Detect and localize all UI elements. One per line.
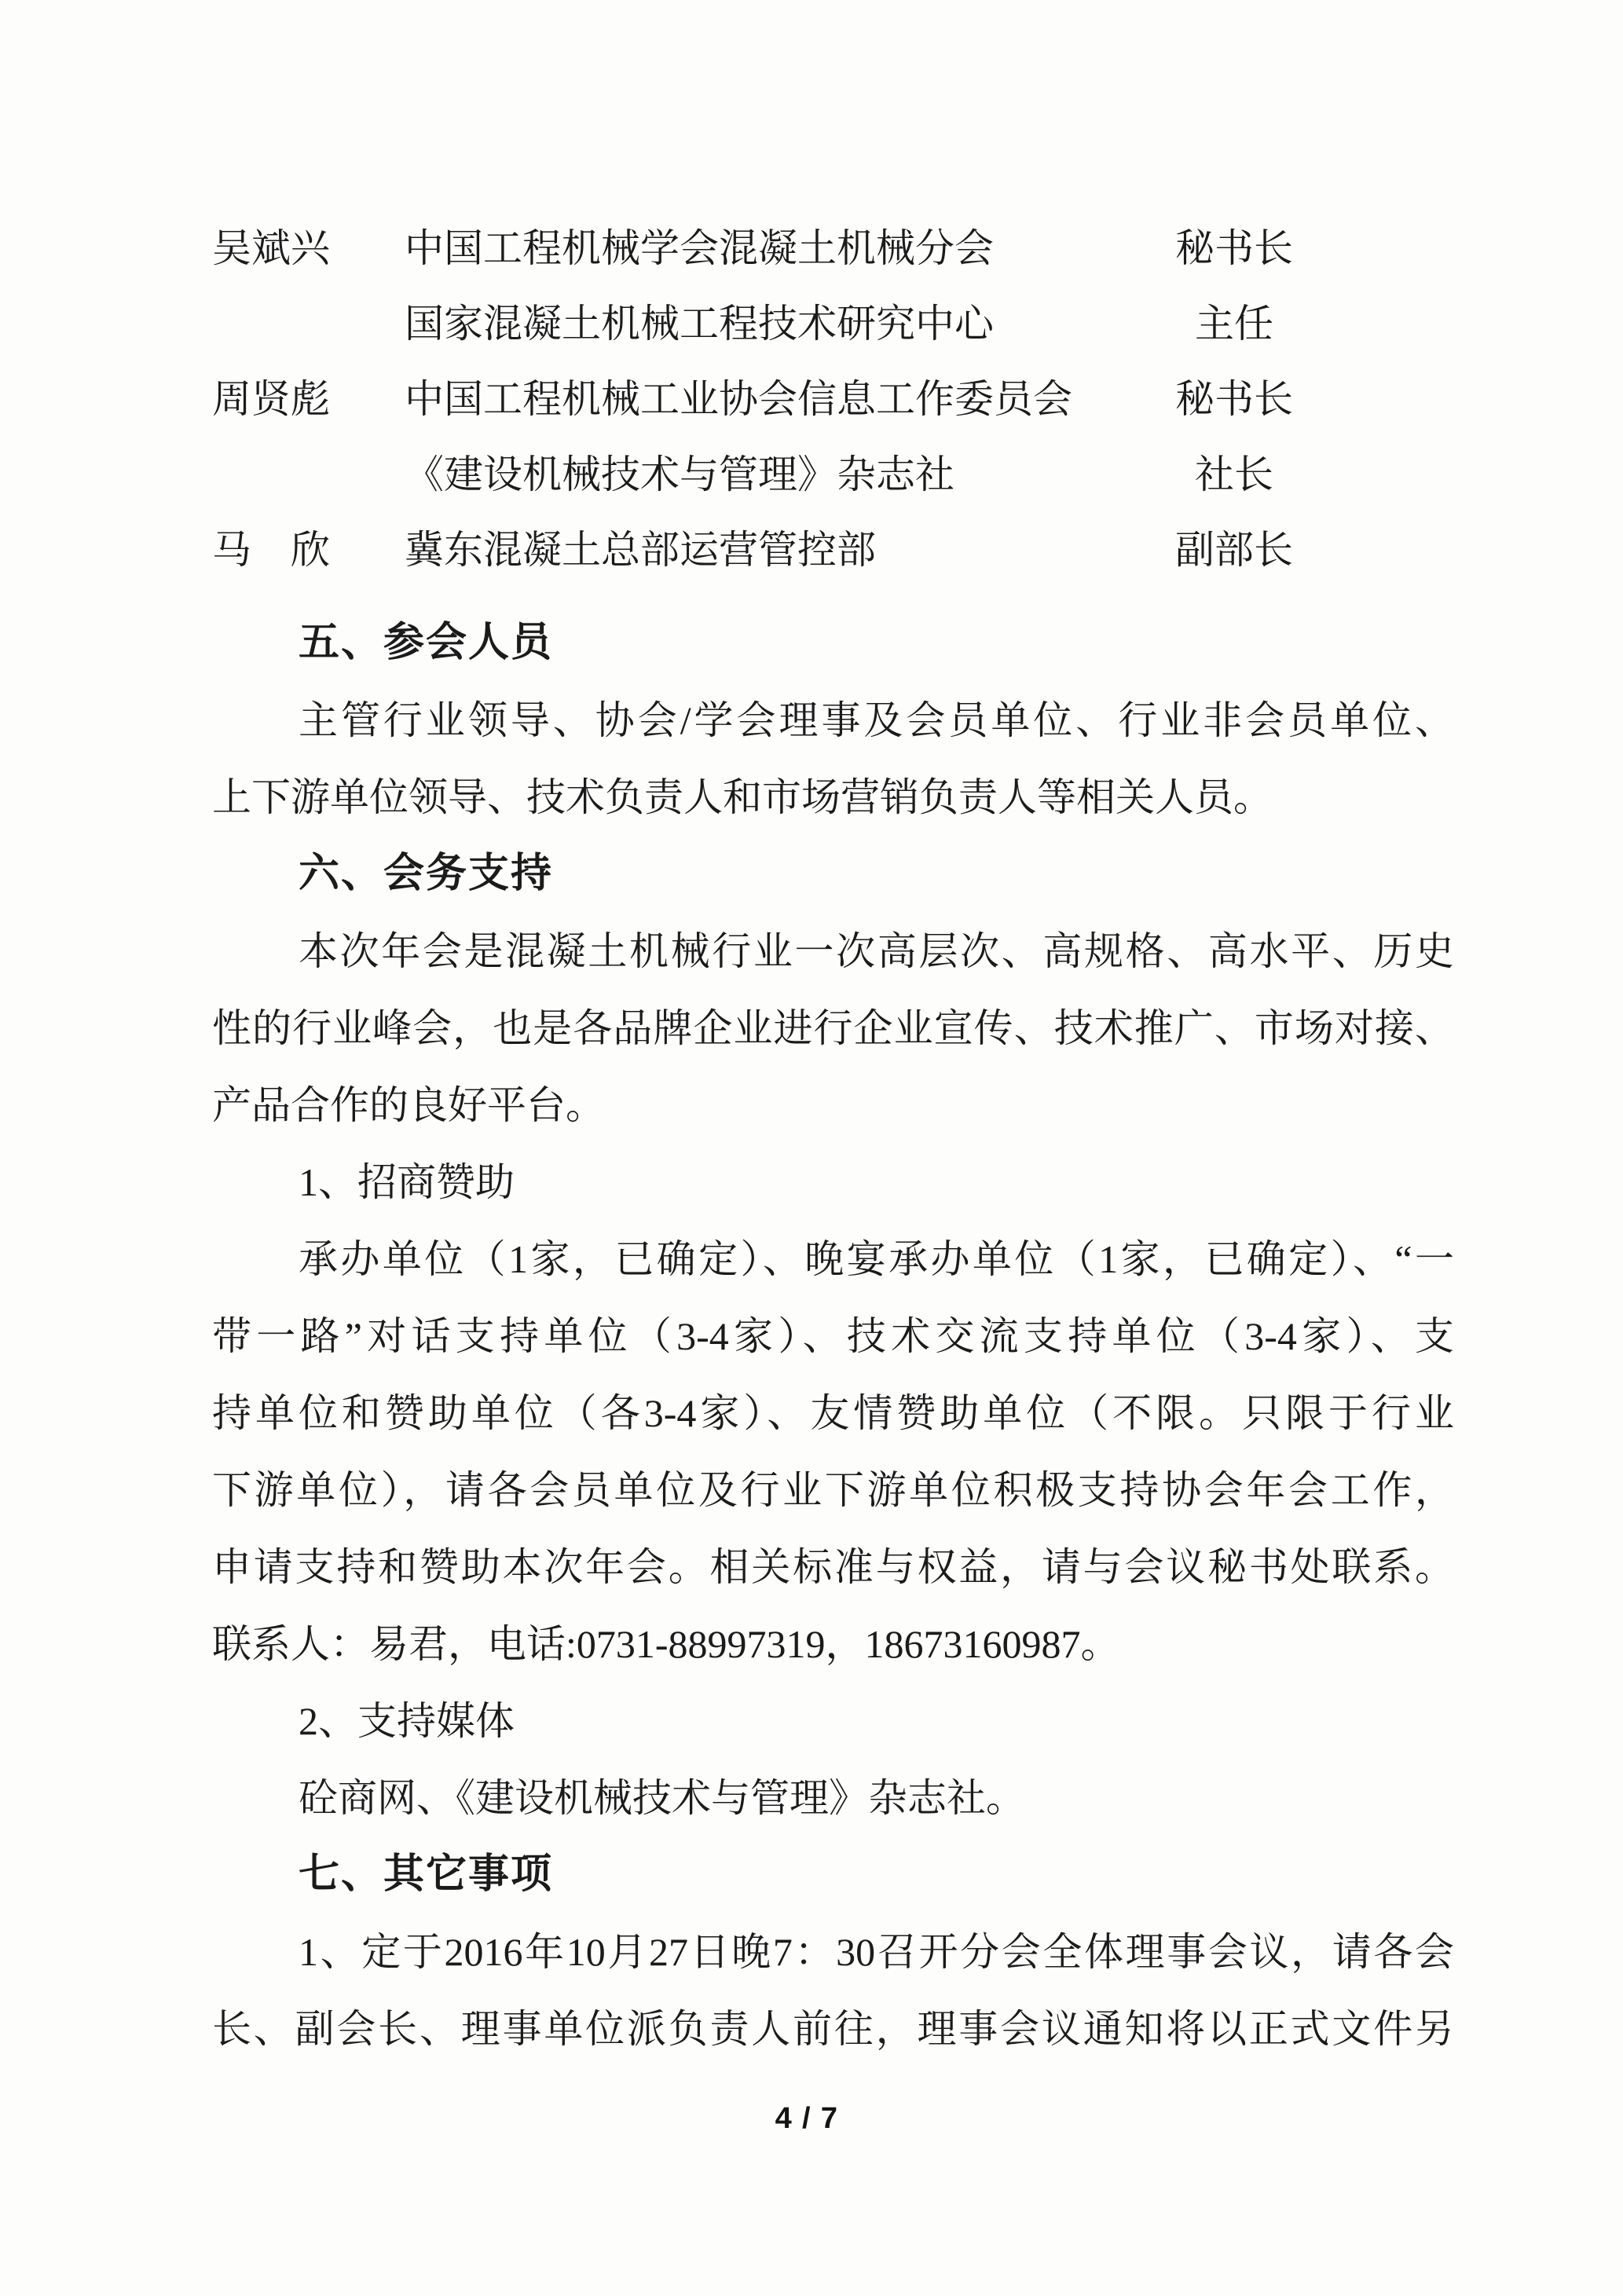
paragraph-line: 性的行业峰会，也是各品牌企业进行企业宣传、技术推广、市场对接、: [212, 1006, 1454, 1050]
roster-organization: 冀东混凝土总部运营管控部: [405, 528, 876, 572]
paragraph-line: 申请支持和赞助本次年会。相关标准与权益，请与会议秘书处联系。: [212, 1545, 1454, 1589]
roster-organization: 中国工程机械工业协会信息工作委员会: [405, 377, 1072, 421]
paragraph-line: 本次年会是混凝土机械行业一次高层次、高规格、高水平、历史: [299, 929, 1454, 973]
personnel-roster: [212, 211, 1454, 588]
roster-name: [212, 286, 405, 361]
section7-heading: 七、其它事项: [299, 1852, 554, 1897]
roster-title: 副部长: [1175, 528, 1293, 572]
section6-sub2-heading: 2、支持媒体: [299, 1699, 515, 1743]
roster-row: [212, 286, 1454, 361]
paragraph-line: 上下游单位领导、技术负责人和市场营销负责人等相关人员。: [212, 775, 1273, 819]
paragraph-line: 长、副会长、理事单位派负责人前往，理事会议通知将以正式文件另: [212, 2007, 1454, 2051]
paragraph-line: 产品合作的良好平台。: [212, 1083, 605, 1127]
paragraph-line: 砼商网、《建设机械技术与管理》杂志社。: [299, 1776, 1025, 1820]
roster-name: [212, 437, 405, 512]
roster-title: 秘书长: [1175, 226, 1293, 270]
roster-title: 社长: [1195, 452, 1273, 496]
roster-organization: 《建设机械技术与管理》杂志社: [405, 452, 954, 496]
roster-name: 周贤彪: [212, 377, 330, 421]
paragraph-line: 持单位和赞助单位（各3-4家）、友情赞助单位（不限。只限于行业: [212, 1391, 1454, 1435]
roster-name: 吴斌兴: [212, 226, 330, 270]
section5-heading: 五、参会人员: [299, 621, 554, 665]
roster-row: [212, 211, 1454, 286]
paragraph-line: 承办单位（1家，已确定）、晚宴承办单位（1家，已确定）、“一: [299, 1237, 1454, 1281]
paragraph-line: 1、定于2016年10月27日晚7：30召开分会全体理事会议，请各会: [299, 1930, 1454, 1974]
roster-row: [212, 437, 1454, 512]
paragraph-line: 主管行业领导、协会/学会理事及会员单位、行业非会员单位、: [299, 698, 1454, 742]
contact-line: 联系人：易君，电话:0731-88997319，18673160987。: [212, 1622, 1120, 1666]
section6-sub1-heading: 1、招商赞助: [299, 1160, 515, 1204]
roster-row: [212, 512, 1454, 588]
roster-title: 秘书长: [1175, 377, 1293, 421]
paragraph-line: 下游单位），请各会员单位及行业下游单位积极支持协会年会工作，: [212, 1468, 1454, 1512]
roster-organization: 国家混凝土机械工程技术研究中心: [405, 302, 994, 346]
paragraph-line: 带一路”对话支持单位（3-4家）、技术交流支持单位（3-4家）、支: [212, 1314, 1454, 1358]
page-number: 4/7: [775, 2102, 848, 2135]
roster-title: 主任: [1195, 302, 1273, 346]
section6-heading: 六、会务支持: [299, 851, 554, 896]
roster-organization: 中国工程机械学会混凝土机械分会: [405, 226, 994, 270]
roster-row: [212, 361, 1454, 437]
roster-name: 马 欣: [212, 528, 330, 572]
